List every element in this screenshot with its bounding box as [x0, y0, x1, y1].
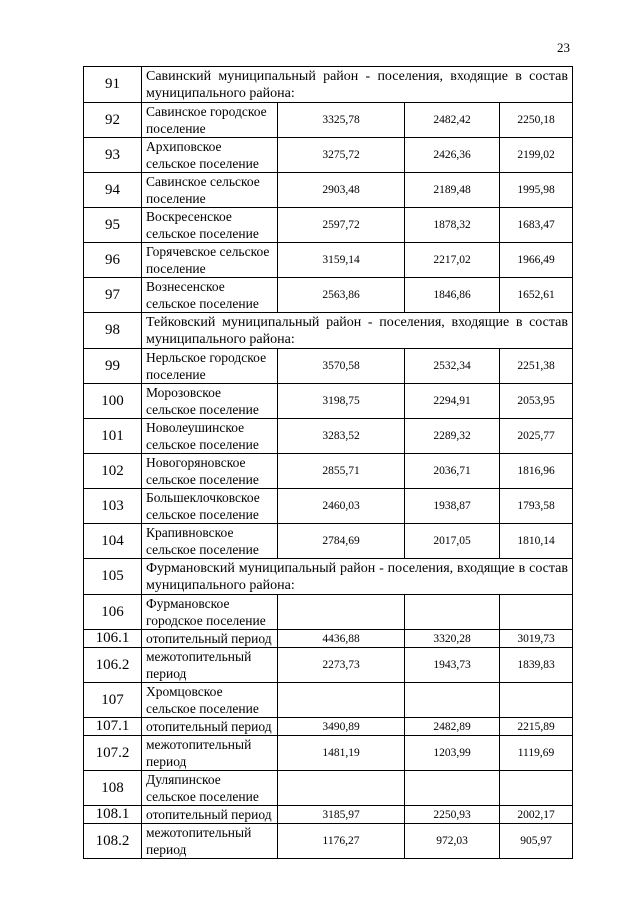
period-name: межотопительный период [142, 736, 278, 771]
table-row [84, 349, 573, 384]
row-number: 94 [84, 173, 142, 208]
settlement-name: Дуляпинское сельское поселение [142, 771, 278, 806]
value-2: 1203,99 [405, 736, 500, 771]
value-2: 1943,73 [405, 648, 500, 683]
settlement-name: Новогоряновское сельское поселение [142, 454, 278, 489]
section-heading: Савинский муниципальный район - поселения, входящие в состав муниципального района: [142, 67, 573, 103]
value-2: 972,03 [405, 824, 500, 859]
value-2: 2250,93 [405, 806, 500, 824]
value-2: 2294,91 [405, 384, 500, 419]
value-3: 2199,02 [500, 138, 573, 173]
table-row [84, 771, 573, 806]
period-name: межотопительный период [142, 824, 278, 859]
row-number: 104 [84, 524, 142, 559]
value-1: 3275,72 [278, 138, 405, 173]
settlement-name: Нерльское городское поселение [142, 349, 278, 384]
row-number: 93 [84, 138, 142, 173]
table-row [84, 683, 573, 718]
value-2 [405, 771, 500, 806]
value-2: 1846,86 [405, 278, 500, 313]
value-3: 2002,17 [500, 806, 573, 824]
value-2: 2036,71 [405, 454, 500, 489]
value-2 [405, 683, 500, 718]
row-number: 102 [84, 454, 142, 489]
settlement-name: Воскресенское сельское поселение [142, 208, 278, 243]
row-number: 92 [84, 103, 142, 138]
table-row-section [84, 67, 573, 103]
period-name: межотопительный период [142, 648, 278, 683]
value-3 [500, 683, 573, 718]
value-2: 3320,28 [405, 630, 500, 648]
value-1: 2903,48 [278, 173, 405, 208]
row-number: 103 [84, 489, 142, 524]
settlement-name: Вознесенское сельское поселение [142, 278, 278, 313]
value-1: 2855,71 [278, 454, 405, 489]
section-heading: Фурмановский муниципальный район - поселения, входящие в состав муниципального района: [142, 559, 573, 595]
table-row-section [84, 559, 573, 595]
value-3: 1119,69 [500, 736, 573, 771]
value-1: 2273,73 [278, 648, 405, 683]
value-1 [278, 771, 405, 806]
period-name: отопительный период [142, 630, 278, 648]
page-number: 23 [557, 40, 570, 55]
table-row [84, 278, 573, 313]
table-row [84, 454, 573, 489]
value-1: 3198,75 [278, 384, 405, 419]
value-2: 2017,05 [405, 524, 500, 559]
value-1: 3159,14 [278, 243, 405, 278]
period-name: отопительный период [142, 806, 278, 824]
value-1: 3570,58 [278, 349, 405, 384]
value-2: 2532,34 [405, 349, 500, 384]
value-3: 1839,83 [500, 648, 573, 683]
value-1: 2784,69 [278, 524, 405, 559]
row-number: 108.2 [84, 824, 142, 859]
row-number: 108.1 [84, 806, 142, 824]
value-2: 1878,32 [405, 208, 500, 243]
table-row [84, 630, 573, 648]
value-1: 2563,86 [278, 278, 405, 313]
value-3: 1966,49 [500, 243, 573, 278]
value-3: 1652,61 [500, 278, 573, 313]
value-2: 2482,42 [405, 103, 500, 138]
row-number: 98 [84, 313, 142, 349]
value-1: 3490,89 [278, 718, 405, 736]
value-1: 3325,78 [278, 103, 405, 138]
row-number: 106.2 [84, 648, 142, 683]
value-1: 4436,88 [278, 630, 405, 648]
table-row [84, 718, 573, 736]
value-2: 2217,02 [405, 243, 500, 278]
section-heading: Тейковский муниципальный район - поселения, входящие в состав муниципального района: [142, 313, 573, 349]
value-2: 2289,32 [405, 419, 500, 454]
table-row [84, 384, 573, 419]
settlement-name: Архиповское сельское поселение [142, 138, 278, 173]
row-number: 106.1 [84, 630, 142, 648]
value-3 [500, 595, 573, 630]
value-2: 2482,89 [405, 718, 500, 736]
value-2: 2189,48 [405, 173, 500, 208]
table-row [84, 208, 573, 243]
row-number: 95 [84, 208, 142, 243]
settlement-name: Крапивновское сельское поселение [142, 524, 278, 559]
row-number: 107.1 [84, 718, 142, 736]
value-3: 3019,73 [500, 630, 573, 648]
settlement-name: Морозовское сельское поселение [142, 384, 278, 419]
table-row [84, 524, 573, 559]
table-row [84, 173, 573, 208]
value-1 [278, 595, 405, 630]
row-number: 96 [84, 243, 142, 278]
value-3 [500, 771, 573, 806]
row-number: 99 [84, 349, 142, 384]
value-1: 3283,52 [278, 419, 405, 454]
row-number: 107.2 [84, 736, 142, 771]
table-row [84, 243, 573, 278]
value-3: 1683,47 [500, 208, 573, 243]
settlement-name: Фурмановское городское поселение [142, 595, 278, 630]
value-3: 1995,98 [500, 173, 573, 208]
value-2: 2426,36 [405, 138, 500, 173]
value-1 [278, 683, 405, 718]
settlement-name: Новолеушинское сельское поселение [142, 419, 278, 454]
settlement-name: Горячевское сельское поселение [142, 243, 278, 278]
tariff-table [83, 66, 573, 859]
row-number: 97 [84, 278, 142, 313]
row-number: 100 [84, 384, 142, 419]
row-number: 91 [84, 67, 142, 103]
value-3: 2251,38 [500, 349, 573, 384]
value-2 [405, 595, 500, 630]
settlement-name: Савинское сельское поселение [142, 173, 278, 208]
table-row [84, 736, 573, 771]
value-3: 1810,14 [500, 524, 573, 559]
row-number: 105 [84, 559, 142, 595]
row-number: 107 [84, 683, 142, 718]
value-2: 1938,87 [405, 489, 500, 524]
settlement-name: Савинское городское поселение [142, 103, 278, 138]
value-3: 2250,18 [500, 103, 573, 138]
table-row [84, 595, 573, 630]
value-1: 1481,19 [278, 736, 405, 771]
table-row [84, 419, 573, 454]
value-3: 2053,95 [500, 384, 573, 419]
settlement-name: Хромцовское сельское поселение [142, 683, 278, 718]
period-name: отопительный период [142, 718, 278, 736]
table-row [84, 103, 573, 138]
table-row [84, 138, 573, 173]
settlement-name: Большеклочковское сельское поселение [142, 489, 278, 524]
value-3: 905,97 [500, 824, 573, 859]
value-3: 2215,89 [500, 718, 573, 736]
table-row [84, 824, 573, 859]
row-number: 106 [84, 595, 142, 630]
table-row [84, 648, 573, 683]
table-row [84, 489, 573, 524]
row-number: 101 [84, 419, 142, 454]
value-1: 3185,97 [278, 806, 405, 824]
value-3: 2025,77 [500, 419, 573, 454]
table-row-section [84, 313, 573, 349]
value-1: 1176,27 [278, 824, 405, 859]
table-row [84, 806, 573, 824]
value-1: 2597,72 [278, 208, 405, 243]
value-3: 1816,96 [500, 454, 573, 489]
row-number: 108 [84, 771, 142, 806]
value-1: 2460,03 [278, 489, 405, 524]
value-3: 1793,58 [500, 489, 573, 524]
